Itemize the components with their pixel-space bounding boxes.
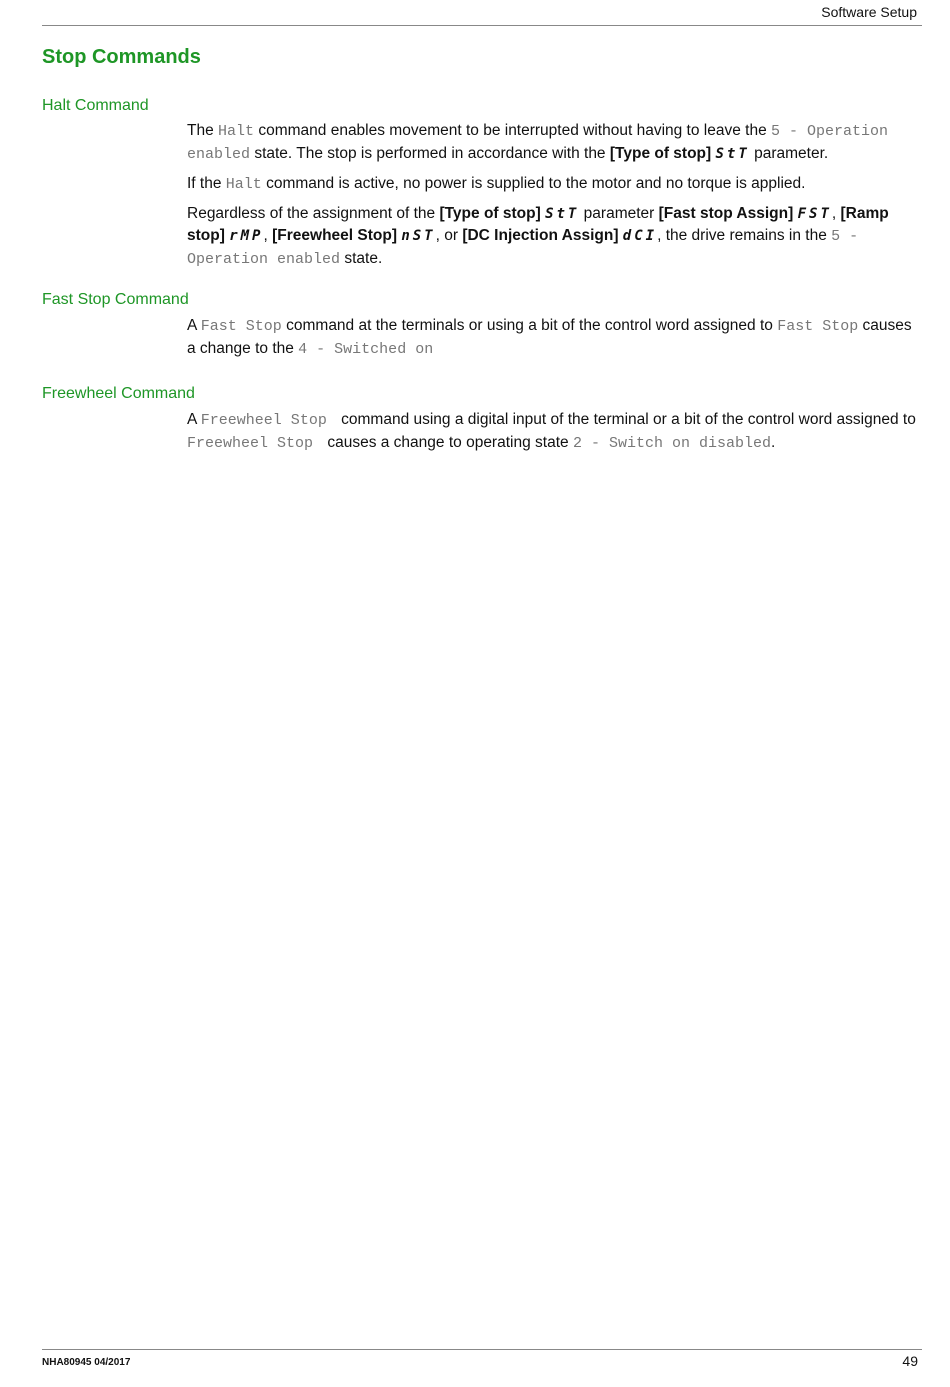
halt-code: Halt (218, 123, 255, 140)
text: , (831, 205, 841, 222)
fast-stop-code: Fast Stop (200, 318, 282, 335)
halt-command-body (187, 120, 922, 278)
freewheel-paragraph (187, 409, 922, 455)
text: command is active, no power is supplied to the motor and no torque is applied. (261, 175, 806, 192)
type-of-stop-label: [Type of stop] (609, 145, 712, 162)
text: . (770, 434, 776, 451)
switched-on-code: 4 - Switched on (298, 341, 434, 358)
type-of-stop-label: [Type of stop] (439, 205, 541, 222)
fast-stop-paragraph (187, 315, 922, 361)
text: A (187, 411, 201, 428)
text: command enables movement to be interrupted without having to leave the (254, 122, 772, 139)
text: The (187, 122, 219, 139)
text: command at the terminals or using a bit of the control word assigned to (281, 317, 778, 334)
page-title: Stop Commands (42, 46, 201, 68)
dci-code: dCI (622, 228, 658, 244)
dc-injection-assign-label: [DC Injection Assign] (462, 227, 619, 244)
rmp-code: rMP (229, 228, 264, 244)
text: A (187, 317, 201, 334)
halt-code: Halt (225, 176, 262, 193)
operation-enabled-code: 5 - Operation enabled (187, 123, 889, 163)
text: state. The stop is performed in accordance with the (250, 145, 610, 162)
fast-stop-command-body (187, 315, 922, 368)
fast-stop-command-heading: Fast Stop Command (42, 291, 189, 308)
ramp-stop-label: [Ramp stop] (187, 205, 889, 244)
text: parameter (579, 205, 659, 222)
text: , or (435, 227, 463, 244)
header-divider (42, 25, 922, 26)
text: causes a change to operating state (323, 434, 573, 451)
halt-paragraph-2 (187, 173, 922, 196)
stt-code: StT (545, 206, 580, 222)
text: state. (340, 250, 383, 267)
text: Regardless of the assignment of the (187, 205, 440, 222)
nst-code: nST (401, 228, 436, 244)
freewheel-stop-code: Freewheel Stop (187, 435, 314, 452)
freewheel-command-body (187, 409, 922, 462)
halt-command-heading: Halt Command (42, 97, 149, 114)
footer-divider (42, 1349, 922, 1350)
text: causes a change to the (187, 317, 912, 357)
operation-enabled-code: 5 - Operation enabled (187, 228, 859, 268)
fast-stop-code: Fast Stop (777, 318, 859, 335)
text: , the drive remains in the (657, 227, 832, 244)
freewheel-stop-code: Freewheel Stop (200, 412, 327, 429)
text: , (263, 227, 273, 244)
halt-paragraph-3 (187, 203, 922, 271)
halt-paragraph-1 (187, 120, 922, 166)
freewheel-stop-label: [Freewheel Stop] (272, 227, 398, 244)
stt-code: StT (715, 146, 750, 162)
fast-stop-assign-label: [Fast stop Assign] (658, 205, 794, 222)
switch-on-disabled-code: 2 - Switch on disabled (572, 435, 771, 452)
fst-code: FST (797, 206, 832, 222)
header-section-title: Software Setup (821, 4, 917, 20)
text: command using a digital input of the terminal or a bit of the control word assigned to (336, 411, 916, 428)
footer-doc-reference: NHA80945 04/2017 (42, 1357, 131, 1368)
freewheel-command-heading: Freewheel Command (42, 385, 195, 402)
page-number: 49 (902, 1353, 918, 1369)
text: If the (187, 175, 226, 192)
text: parameter. (749, 145, 829, 162)
